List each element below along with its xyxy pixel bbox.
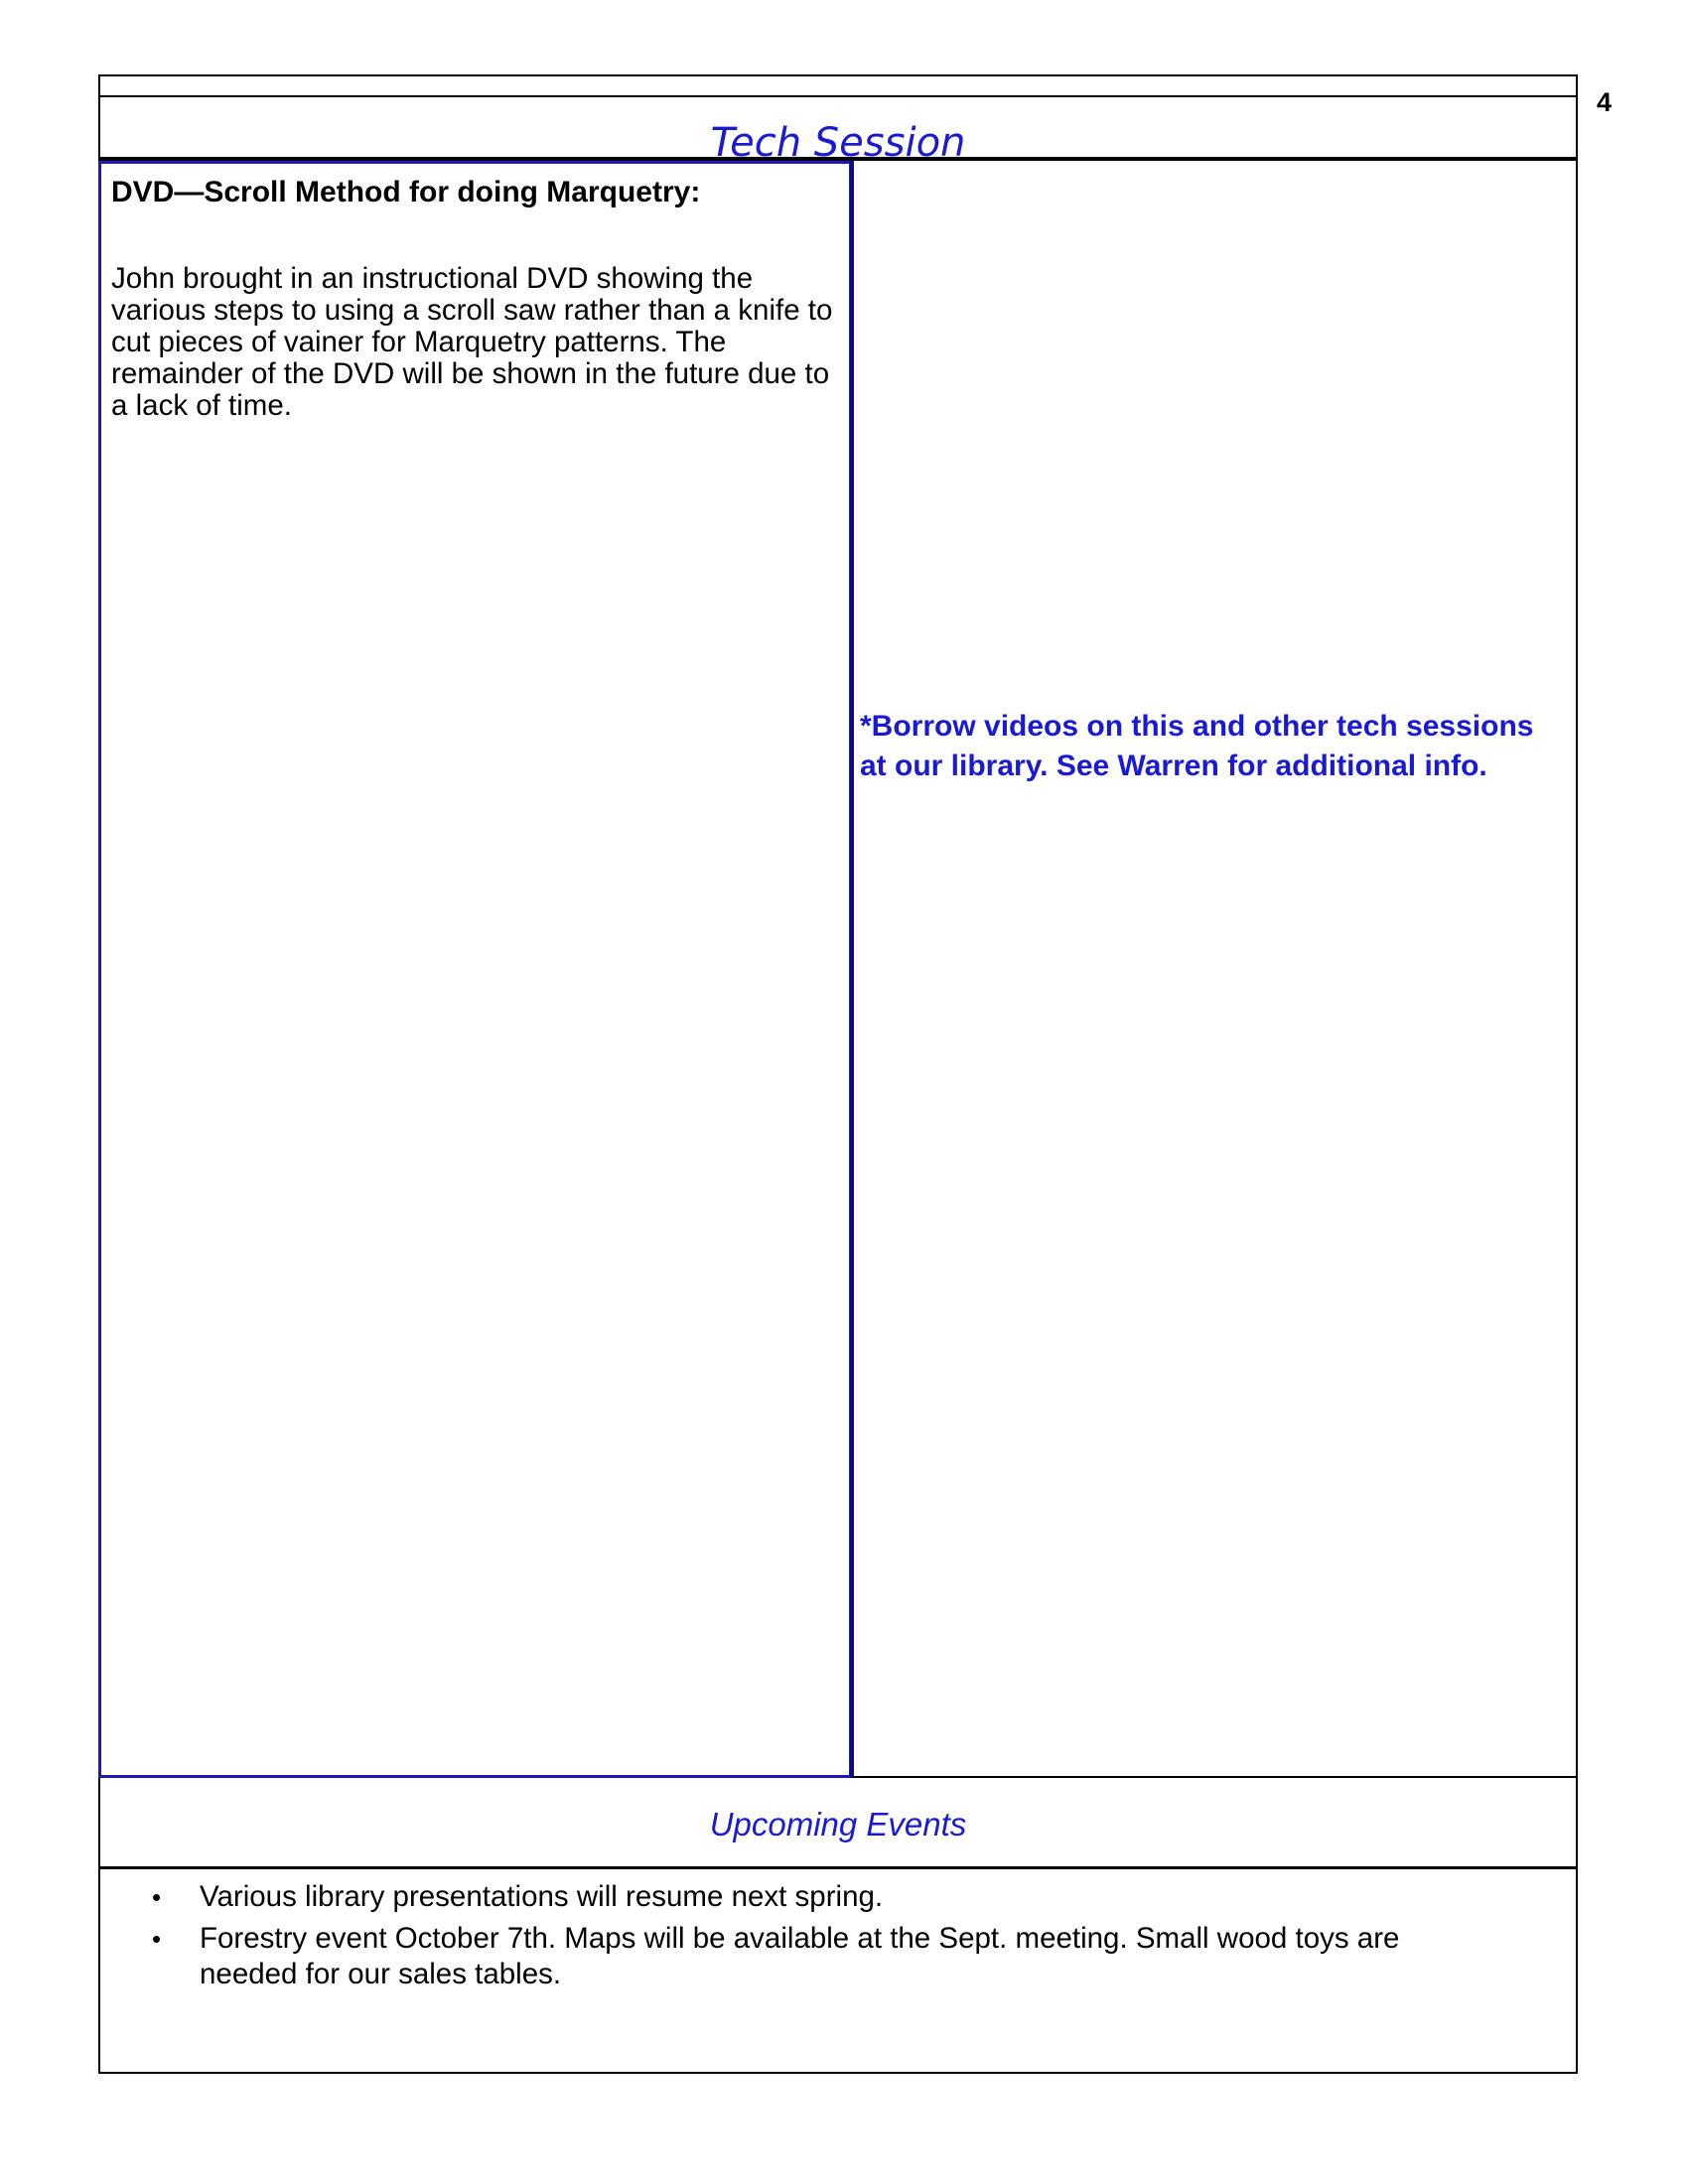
list-item [100,1879,1570,1915]
page-number: 4 [1597,87,1613,117]
upcoming-events-box [98,1866,1578,2074]
tech-session-title: Tech Session [710,120,966,166]
library-borrow-note: *Borrow videos on this and other tech sessions at our library. See Warren for additional info. [860,710,1534,782]
event-text: Forestry event October 7th. Maps will be available at the Sept. meeting. Small wood toys are needed for our sales tables. [200,1922,1400,1990]
upcoming-events-header [98,1778,1578,1867]
list-item [100,1921,1570,1992]
top-border-strip [98,74,1578,97]
tech-session-left-column [98,161,852,1778]
upcoming-events-title: Upcoming Events [709,1806,967,1843]
dvd-article-body: John brought in an instructional DVD showing the various steps to using a scroll saw rather than a knife to cut pieces of vainer for Marquetry patterns. The remainder of the DVD will be shown in the future due to a lack of time. [111,262,833,422]
event-text: Various library presentations will resume next spring. [200,1880,884,1913]
bullet-icon: • [152,1924,162,1954]
upcoming-events-list [100,1879,1570,1998]
tech-session-header [98,96,1578,166]
tech-session-right-column [850,161,1578,1778]
bullet-icon: • [152,1882,162,1912]
dvd-article-heading: DVD—Scroll Method for doing Marquetry: [111,176,701,208]
